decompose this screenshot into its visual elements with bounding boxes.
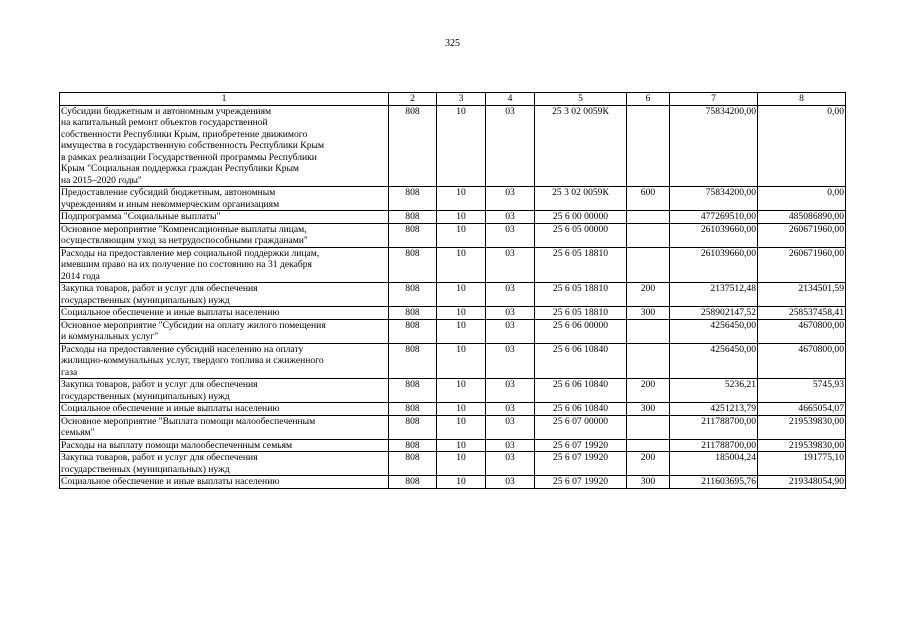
col-5-code: 25 6 05 18810 [535, 247, 627, 283]
header-cell: 4 [486, 93, 535, 106]
col-3-code: 10 [437, 403, 486, 416]
header-row [60, 93, 846, 106]
row-name: Субсидии бюджетным и автономным учреждениям на капитальный ремонт объектов государственной собственности Республики Крым, приобретение движимого имущества в государственную собственность Республики Крым в рамках реализации Государственной программы Республики Крым "Социальная поддержка граждан Республики Крым на 2015–2020 годы" [60, 105, 389, 187]
table-row [60, 283, 846, 307]
col-3-code: 10 [437, 247, 486, 283]
table-row [60, 452, 846, 476]
col-6-code [627, 319, 670, 343]
header-cell: 2 [389, 93, 437, 106]
col-5-code: 25 6 06 10840 [535, 379, 627, 403]
col-4-code: 03 [486, 247, 535, 283]
col-4-code: 03 [486, 452, 535, 476]
col-5-code: 25 6 07 19920 [535, 476, 627, 489]
col-2-code: 808 [389, 307, 437, 320]
col-4-code: 03 [486, 439, 535, 452]
table-body [60, 105, 846, 488]
header-cell: 7 [670, 93, 758, 106]
col-7-amount: 185004,24 [670, 452, 758, 476]
col-7-amount: 211788700,00 [670, 439, 758, 452]
col-3-code: 10 [437, 223, 486, 247]
table-row [60, 223, 846, 247]
col-8-amount: 219348054,90 [758, 476, 846, 489]
col-7-amount: 4251213,79 [670, 403, 758, 416]
col-8-amount: 4665054,07 [758, 403, 846, 416]
row-name: Закупка товаров, работ и услуг для обеспечения государственных (муниципальных) нужд [60, 283, 389, 307]
col-7-amount: 75834200,00 [670, 187, 758, 211]
col-7-amount: 2137512,48 [670, 283, 758, 307]
row-name: Социальное обеспечение и иные выплаты населению [60, 403, 389, 416]
col-3-code: 10 [437, 415, 486, 439]
col-4-code: 03 [486, 211, 535, 224]
header-cell: 5 [535, 93, 627, 106]
col-4-code: 03 [486, 223, 535, 247]
col-7-amount: 211788700,00 [670, 415, 758, 439]
col-6-code: 200 [627, 452, 670, 476]
col-6-code [627, 415, 670, 439]
col-8-amount: 0,00 [758, 105, 846, 187]
col-5-code: 25 6 06 10840 [535, 403, 627, 416]
col-5-code: 25 6 06 10840 [535, 343, 627, 379]
col-4-code: 03 [486, 343, 535, 379]
row-name: Основное мероприятие "Выплата помощи малообеспеченным семьям" [60, 415, 389, 439]
col-3-code: 10 [437, 452, 486, 476]
col-8-amount: 219539830,00 [758, 439, 846, 452]
col-4-code: 03 [486, 476, 535, 489]
header-cell: 3 [437, 93, 486, 106]
col-7-amount: 5236,21 [670, 379, 758, 403]
table-row [60, 187, 846, 211]
row-name: Предоставление субсидий бюджетным, автономным учреждениям и иным некоммерческим организациям [60, 187, 389, 211]
table-row [60, 379, 846, 403]
table-row [60, 307, 846, 320]
col-6-code: 300 [627, 403, 670, 416]
col-2-code: 808 [389, 403, 437, 416]
col-7-amount: 4256450,00 [670, 319, 758, 343]
col-6-code [627, 105, 670, 187]
col-2-code: 808 [389, 223, 437, 247]
col-5-code: 25 6 06 00000 [535, 319, 627, 343]
row-name: Закупка товаров, работ и услуг для обеспечения государственных (муниципальных) нужд [60, 379, 389, 403]
table-row [60, 105, 846, 187]
col-4-code: 03 [486, 283, 535, 307]
table-row [60, 439, 846, 452]
col-6-code [627, 247, 670, 283]
col-5-code: 25 6 05 18810 [535, 307, 627, 320]
table-row [60, 211, 846, 224]
row-name: Расходы на выплату помощи малообеспеченным семьям [60, 439, 389, 452]
header-cell: 1 [60, 93, 389, 106]
col-3-code: 10 [437, 307, 486, 320]
col-6-code: 300 [627, 307, 670, 320]
col-4-code: 03 [486, 403, 535, 416]
row-name: Подпрограмма "Социальные выплаты" [60, 211, 389, 224]
col-8-amount: 2134501,59 [758, 283, 846, 307]
header-cell: 8 [758, 93, 846, 106]
col-2-code: 808 [389, 105, 437, 187]
col-7-amount: 211603695,76 [670, 476, 758, 489]
col-5-code: 25 6 07 00000 [535, 415, 627, 439]
col-2-code: 808 [389, 476, 437, 489]
col-6-code: 200 [627, 283, 670, 307]
col-2-code: 808 [389, 452, 437, 476]
col-8-amount: 485086890,00 [758, 211, 846, 224]
col-2-code: 808 [389, 439, 437, 452]
col-5-code: 25 6 07 19920 [535, 452, 627, 476]
col-5-code: 25 6 00 00000 [535, 211, 627, 224]
table-row [60, 415, 846, 439]
row-name: Расходы на предоставление мер социальной поддержки лицам, имевшим право на их получение по состоянию на 31 декабря 2014 года [60, 247, 389, 283]
col-6-code: 300 [627, 476, 670, 489]
col-7-amount: 258902147,52 [670, 307, 758, 320]
table-row [60, 403, 846, 416]
col-3-code: 10 [437, 319, 486, 343]
col-3-code: 10 [437, 379, 486, 403]
col-2-code: 808 [389, 343, 437, 379]
col-5-code: 25 6 07 19920 [535, 439, 627, 452]
col-5-code: 25 6 05 18810 [535, 283, 627, 307]
col-4-code: 03 [486, 105, 535, 187]
col-6-code [627, 439, 670, 452]
col-3-code: 10 [437, 211, 486, 224]
col-6-code: 600 [627, 187, 670, 211]
row-name: Расходы на предоставление субсидий населению на оплату жилищно-коммунальных услуг, твердого топлива и сжиженного газа [60, 343, 389, 379]
col-2-code: 808 [389, 283, 437, 307]
col-2-code: 808 [389, 187, 437, 211]
col-5-code: 25 3 02 0059К [535, 105, 627, 187]
col-8-amount: 4670800,00 [758, 319, 846, 343]
table-row [60, 247, 846, 283]
budget-table [59, 92, 846, 489]
col-5-code: 25 6 05 00000 [535, 223, 627, 247]
col-8-amount: 258537458,41 [758, 307, 846, 320]
col-7-amount: 4256450,00 [670, 343, 758, 379]
col-7-amount: 261039660,00 [670, 223, 758, 247]
col-8-amount: 260671960,00 [758, 247, 846, 283]
col-3-code: 10 [437, 343, 486, 379]
col-4-code: 03 [486, 187, 535, 211]
col-3-code: 10 [437, 187, 486, 211]
col-2-code: 808 [389, 319, 437, 343]
col-8-amount: 5745,93 [758, 379, 846, 403]
col-6-code [627, 211, 670, 224]
row-name: Основное мероприятие "Субсидии на оплату жилого помещения и коммунальных услуг" [60, 319, 389, 343]
col-4-code: 03 [486, 415, 535, 439]
page-number: 325 [445, 38, 460, 49]
col-7-amount: 477269510,00 [670, 211, 758, 224]
row-name: Основное мероприятие "Компенсационные выплаты лицам, осуществляющим уход за нетрудоспособными гражданами" [60, 223, 389, 247]
row-name: Закупка товаров, работ и услуг для обеспечения государственных (муниципальных) нужд [60, 452, 389, 476]
col-3-code: 10 [437, 105, 486, 187]
col-8-amount: 191775,10 [758, 452, 846, 476]
col-6-code: 200 [627, 379, 670, 403]
col-4-code: 03 [486, 319, 535, 343]
col-4-code: 03 [486, 307, 535, 320]
col-8-amount: 0,00 [758, 187, 846, 211]
col-7-amount: 261039660,00 [670, 247, 758, 283]
col-2-code: 808 [389, 415, 437, 439]
row-name: Социальное обеспечение и иные выплаты населению [60, 476, 389, 489]
col-6-code [627, 343, 670, 379]
col-8-amount: 219539830,00 [758, 415, 846, 439]
col-5-code: 25 3 02 0059К [535, 187, 627, 211]
col-3-code: 10 [437, 476, 486, 489]
row-name: Социальное обеспечение и иные выплаты населению [60, 307, 389, 320]
col-2-code: 808 [389, 211, 437, 224]
header-cell: 6 [627, 93, 670, 106]
col-7-amount: 75834200,00 [670, 105, 758, 187]
col-4-code: 03 [486, 379, 535, 403]
col-8-amount: 4670800,00 [758, 343, 846, 379]
col-2-code: 808 [389, 379, 437, 403]
table-row [60, 476, 846, 489]
col-2-code: 808 [389, 247, 437, 283]
col-8-amount: 260671960,00 [758, 223, 846, 247]
col-6-code [627, 223, 670, 247]
table-row [60, 319, 846, 343]
col-3-code: 10 [437, 283, 486, 307]
table-row [60, 343, 846, 379]
col-3-code: 10 [437, 439, 486, 452]
